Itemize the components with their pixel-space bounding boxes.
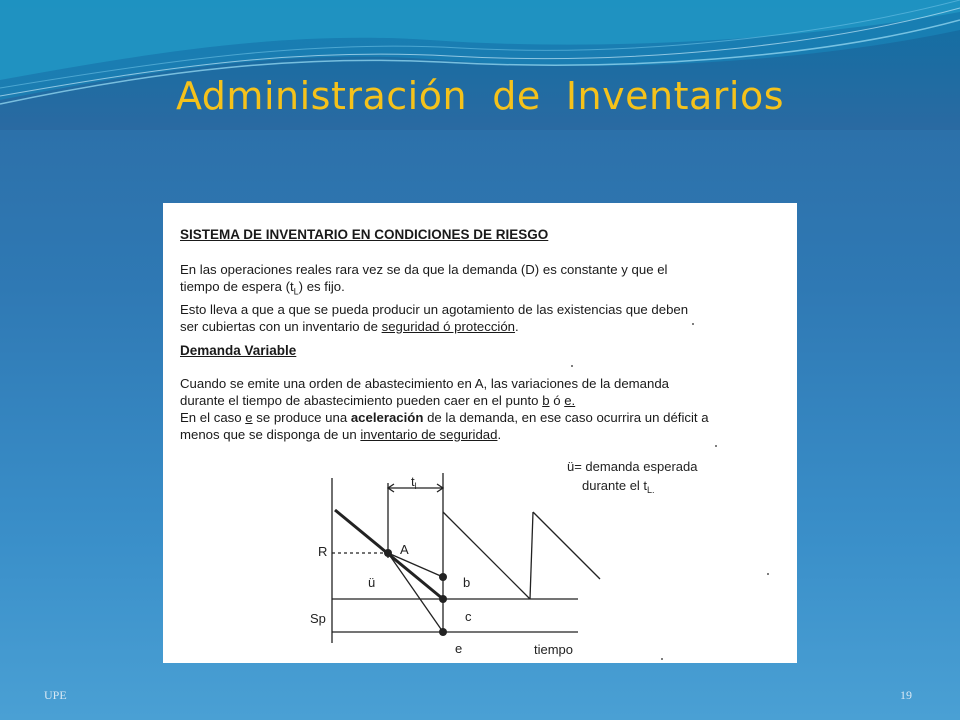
intro-line-3: Esto lleva a que a que se pueda producir un agotamiento de las existencias que deben	[180, 301, 689, 317]
subsection-heading: Demanda Variable	[180, 343, 297, 358]
variable-line-2-text: durante el tiempo de abastecimiento pueden caer en el punto	[180, 393, 543, 408]
intro-line-2-text: tiempo de espera (t	[180, 279, 294, 294]
label-tiempo: tiempo	[534, 642, 574, 657]
safety-inventory-term: inventario de seguridad	[360, 427, 498, 442]
label-R: R	[318, 544, 328, 559]
label-u: ü	[368, 575, 376, 590]
intro-line-4-text: ser cubiertas con un inventario de	[180, 318, 382, 334]
label-A: A	[400, 542, 409, 557]
variable-line-3-mid: se produce una	[252, 410, 351, 425]
second-cycle-line	[443, 512, 530, 599]
variable-line-3-end: de la demanda, en ese caso ocurrira un déficit a	[423, 410, 709, 425]
variable-line-3-text: En el caso	[180, 410, 246, 425]
label-c: c	[465, 609, 472, 624]
safety-stock-term: seguridad ó protección	[381, 318, 516, 334]
section-heading: SISTEMA DE INVENTARIO EN CONDICIONES DE RIESGO	[180, 227, 549, 242]
case-e-ref: e	[245, 410, 253, 425]
scanned-document	[163, 203, 797, 663]
variable-line-4-end: .	[497, 427, 502, 442]
slide-title: Administración de Inventarios	[175, 74, 785, 118]
label-Sp: Sp	[310, 611, 326, 626]
subscript-L: L	[293, 286, 299, 297]
legend-line-2: durante el $t_{L.}$	[582, 478, 655, 495]
point-b-dot	[439, 573, 447, 581]
point-c-dot	[439, 595, 447, 603]
inventory-diagram	[163, 203, 797, 663]
intro-line-1: En las operaciones reales rara vez se da que la demanda (D) es constante y que el	[180, 262, 668, 277]
variable-line-4-text: menos que se disponga de un	[180, 427, 361, 442]
label-e: e	[455, 641, 463, 656]
intro-line-2-end: ) es fijo.	[298, 279, 345, 294]
label-b: b	[463, 575, 471, 590]
variable-line-1: Cuando se emite una orden de abastecimiento en A, las variaciones de la demanda	[180, 376, 669, 391]
point-e-ref: e.	[564, 393, 576, 408]
point-b-ref: b	[542, 393, 550, 408]
acceleration-term: aceleración	[350, 410, 424, 425]
third-cycle-line	[533, 512, 600, 579]
lead-time-label: $t_l$	[411, 474, 417, 491]
variable-line-2-mid: ó	[549, 393, 565, 408]
intro-line-4-end: .	[515, 318, 519, 334]
point-A-dot	[384, 549, 392, 557]
footer-organization: UPE	[44, 688, 67, 702]
slide-number: 19	[900, 688, 912, 702]
legend-line-1: ü= demanda esperada	[567, 459, 698, 474]
replenishment-line	[530, 512, 533, 599]
point-e-dot	[439, 628, 447, 636]
